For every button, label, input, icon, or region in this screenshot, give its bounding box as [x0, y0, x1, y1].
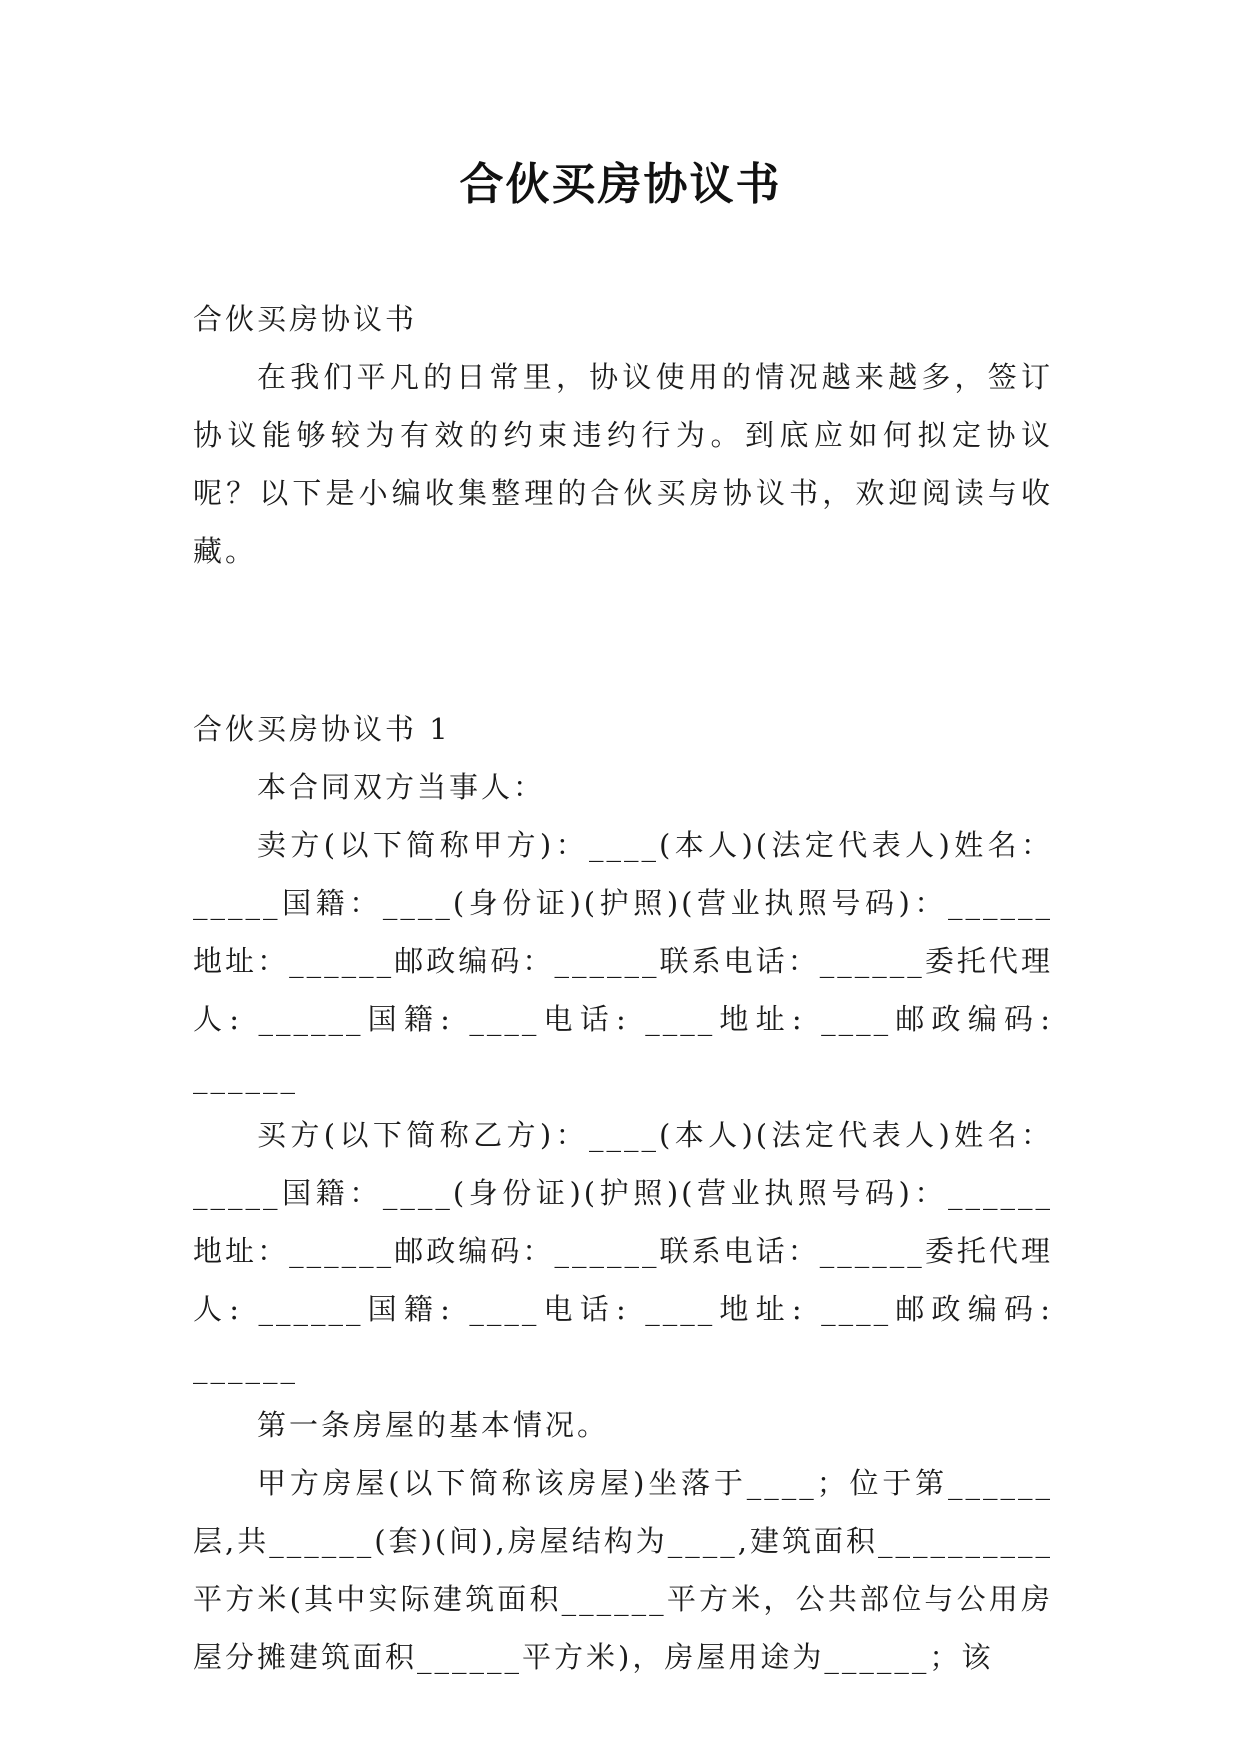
buyer-paragraph: 买方(以下简称乙方)：____(本人)(法定代表人)姓名：_____国籍：____(身份证)(护照)(营业执照号码)：______地址：______邮政编码：______联系电话：______委托代理人: ______国籍: ____电话: ____地址: ____邮政编码: ______ [193, 1118, 1053, 1384]
agreement-section-1 [193, 700, 1053, 1686]
parties-paragraph: 本合同双方当事人： [257, 770, 546, 804]
intro-paragraph: 在我们平凡的日常里，协议使用的情况越来越多，签订协议能够较为有效的约束违约行为。到底应如何拟定协议呢？以下是小编收集整理的合伙买房协议书，欢迎阅读与收藏。 [193, 360, 1053, 568]
article-1-paragraph: 甲方房屋(以下简称该房屋)坐落于____；位于第______层,共______(套)(间),房屋结构为____,建筑面积__________平方米(其中实际建筑面积______平方米，公共部位与公用房屋分摊建筑面积______平方米)，房屋用途为______；该 [193, 1466, 1053, 1674]
document-title: 合伙买房协议书 [459, 159, 782, 210]
intro-section [193, 290, 1053, 580]
article-1-heading: 第一条房屋的基本情况。 [257, 1408, 610, 1442]
section-heading: 合伙买房协议书 1 [193, 712, 451, 746]
seller-paragraph: 卖方(以下简称甲方)：____(本人)(法定代表人)姓名：_____国籍：____(身份证)(护照)(营业执照号码)：______地址：______邮政编码：______联系电话：______委托代理人: ______国籍: ____电话: ____地址: ____邮政编码: ______ [193, 828, 1053, 1094]
intro-heading: 合伙买房协议书 [193, 302, 418, 336]
